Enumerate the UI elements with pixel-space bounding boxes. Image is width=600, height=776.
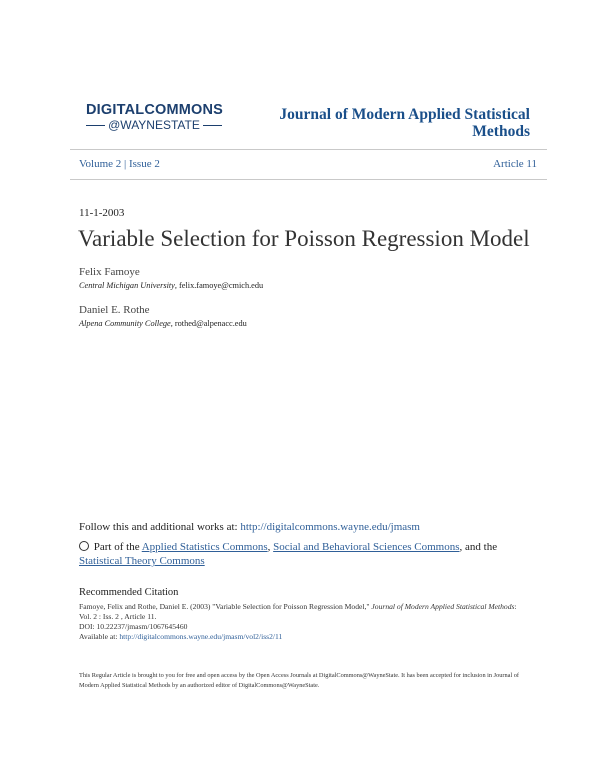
statistical-theory-commons-link[interactable]: Statistical Theory Commons [79,555,205,567]
logo-rule-left [86,125,105,126]
citation-url-link[interactable]: http://digitalcommons.wayne.edu/jmasm/vol2/iss2/11 [119,632,283,641]
digitalcommons-logo[interactable] [86,102,222,132]
citation-volume: : Vol. 2 : Iss. 2 , Article 11. [79,602,517,621]
author-name: Felix Famoye [79,266,140,278]
affiliation-email: , felix.famoye@cmich.edu [174,281,264,290]
part-of-prefix: Part of the [93,541,140,553]
publication-date: 11-1-2003 [79,207,125,219]
social-behavioral-sciences-commons-link[interactable]: Social and Behavioral Sciences Commons [273,541,460,553]
header-divider-bottom [70,179,547,180]
affiliation-email: , rothed@alpenacc.edu [170,319,247,328]
citation-doi: DOI: 10.22237/jmasm/1067645460 [79,622,188,631]
part-of-line [79,540,519,568]
citation-journal: Journal of Modern Applied Statistical Methods [371,602,515,611]
affiliation-institution: Central Michigan University [79,281,175,290]
issue-link[interactable]: Issue 2 [128,158,160,170]
author-affiliation [79,319,247,328]
logo-bottom-row [86,118,222,132]
recommended-citation-body [79,602,524,642]
citation-text: Famoye, Felix and Rothe, Daniel E. (2003) "Variable Selection for Poisson Regression Model," [79,602,370,611]
logo-rule-right [203,125,222,126]
journal-title-link[interactable]: Journal of Modern Applied Statistical Methods [279,106,530,140]
follow-line [79,521,420,533]
part-of-sep2: , and the [459,541,498,553]
breadcrumb-separator: | [124,158,127,170]
logo-bottom-text: @WAYNESTATE [108,118,200,132]
open-access-icon [79,541,89,551]
follow-text: Follow this and additional works at: [79,521,238,533]
volume-link[interactable]: Volume 2 [79,158,122,170]
access-footnote: This Regular Article is brought to you for free and open access by the Open Access Journals at DigitalCommons@WayneState. It has been accepted for inclusion in Journal of Modern Applied Statistical Methods by an authorized editor of DigitalCommons@WayneState. [79,672,520,689]
article-title: Variable Selection for Poisson Regression Model [78,226,530,251]
logo-top-text: DIGITALCOMMONS [86,102,224,118]
part-of-sep1: , [267,541,271,553]
article-number-link[interactable]: Article 11 [493,158,537,170]
issue-breadcrumb [79,158,160,170]
affiliation-institution: Alpena Community College [79,319,171,328]
follow-url-link[interactable]: http://digitalcommons.wayne.edu/jmasm [240,521,420,533]
author-name: Daniel E. Rothe [79,304,150,316]
author-affiliation [79,281,263,290]
header-divider-top [70,149,547,150]
recommended-citation-heading: Recommended Citation [79,587,179,598]
citation-available-label: Available at: [79,632,118,641]
applied-statistics-commons-link[interactable]: Applied Statistics Commons [141,541,268,553]
